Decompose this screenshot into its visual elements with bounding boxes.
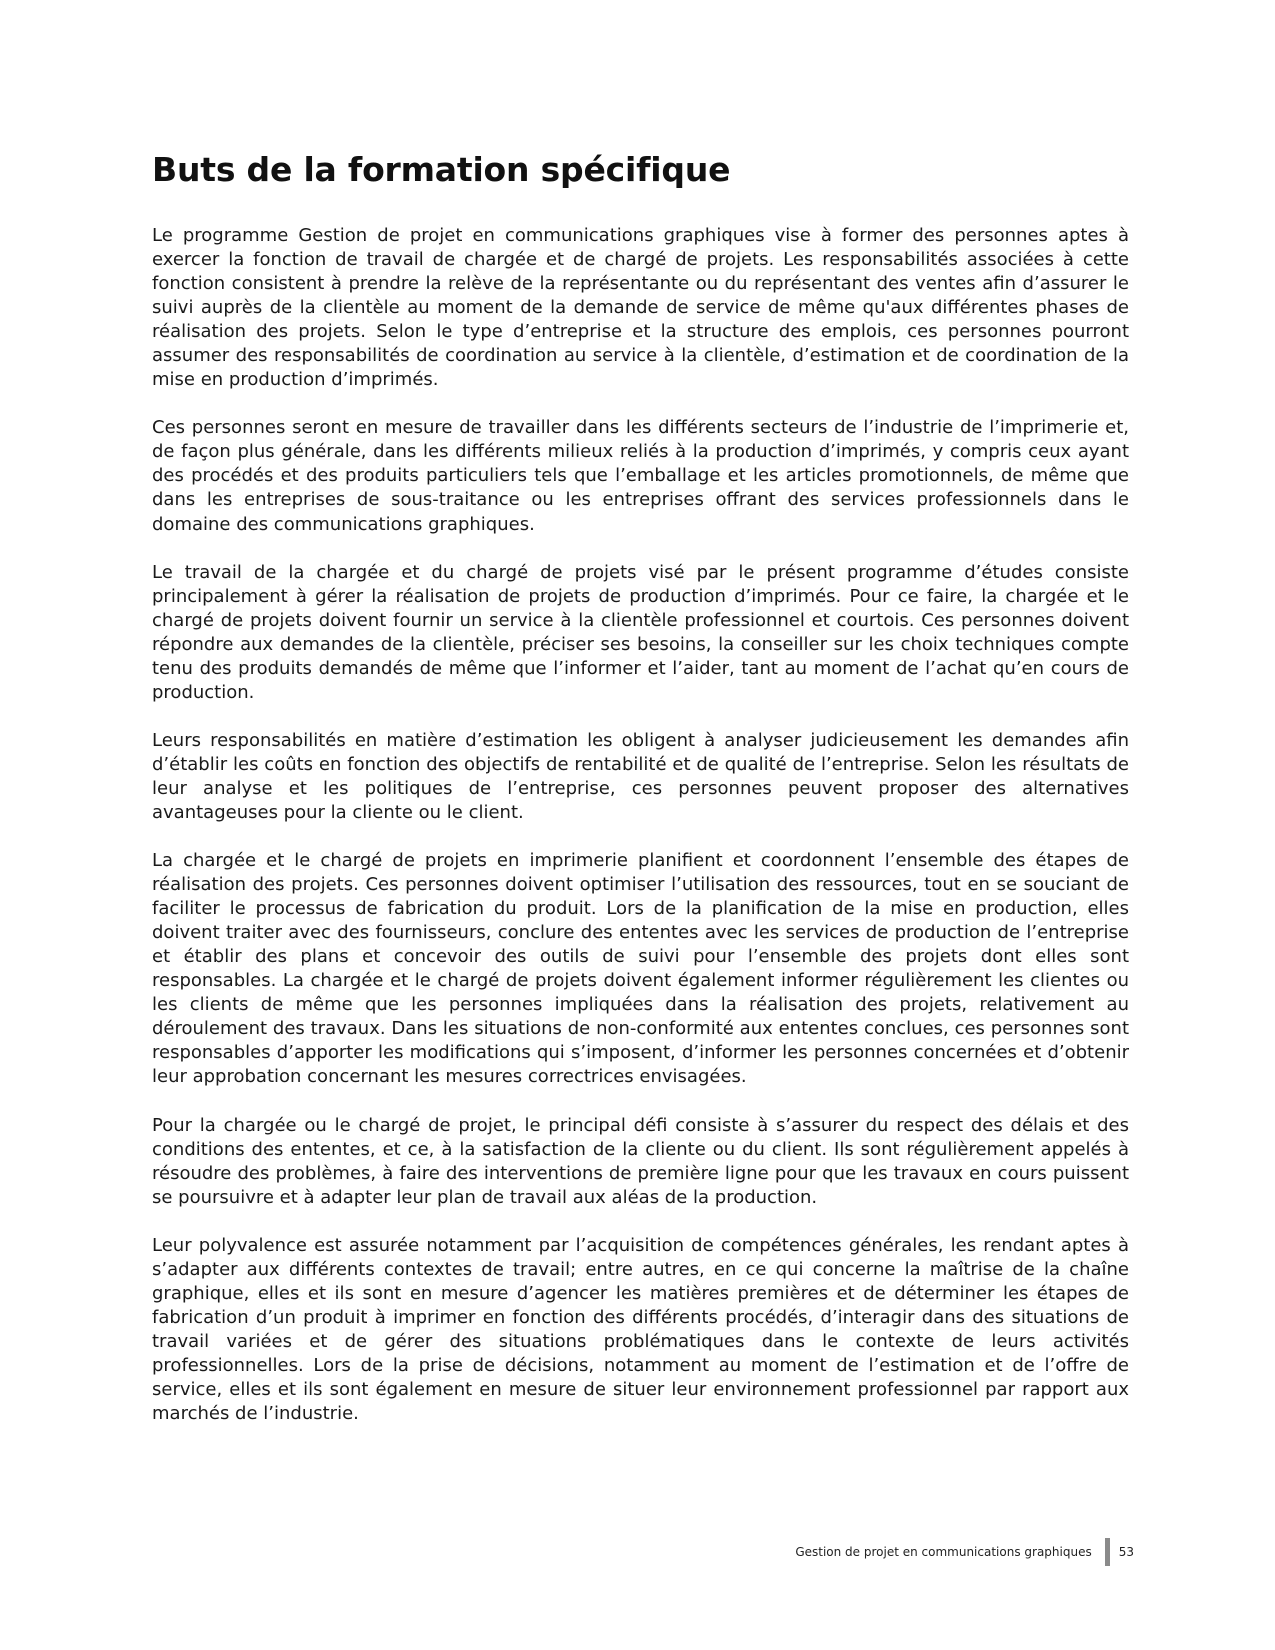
page-number: 53 [1118,1545,1134,1559]
paragraph-5: La chargée et le chargé de projets en imprimerie planifient et coordonnent l’ensemble des étapes de réalisation des projets. Ces personnes doivent optimiser l’utilisation des ressources, tout en se souciant de faciliter le processus de fabrication du produit. Lors de la planification de la mise en production, elles doivent traiter avec des fournisseurs, conclure des ententes avec les services de production de l’entreprise et établir des plans et concevoir des outils de suivi pour l’ensemble des projets dont elles sont responsables. La chargée et le chargé de projets doivent également informer régulièrement les clientes ou les clients de même que les personnes impliquées dans la réalisation des projets, relativement au déroulement des travaux. Dans les situations de non-conformité aux ententes conclues, ces personnes sont responsables d’apporter les modifications qui s’imposent, d’informer les personnes concernées et d’obtenir leur approbation concernant les mesures correctrices envisagées. [152,850,1129,1088]
paragraph-6: Pour la chargée ou le chargé de projet, le principal défi consiste à s’assurer du respect des délais et des conditions des ententes, et ce, à la satisfaction de la cliente ou du client. Ils sont régulièrement appelés à résoudre des problèmes, à faire des interventions de première ligne pour que les travaux en cours puissent se poursuivre et à adapter leur plan de travail aux aléas de la production. [152,1114,1129,1208]
paragraph-2: Ces personnes seront en mesure de travailler dans les différents secteurs de l’industrie de l’imprimerie et, de façon plus générale, dans les différents milieux reliés à la production d’imprimés, y compris ceux ayant des procédés et des produits particuliers tels que l’emballage et les articles promotionnels, de même que dans les entreprises de sous-traitance ou les entreprises offrant des services professionnels dans le domaine des communications graphiques. [152,417,1129,535]
footer-divider [1105,1538,1110,1566]
paragraph-7: Leur polyvalence est assurée notamment par l’acquisition de compétences générales, les rendant aptes à s’adapter aux différents contextes de travail; entre autres, en ce qui concerne la maîtrise de la chaîne graphique, elles et ils sont en mesure d’agencer les matières premières et de déterminer les étapes de fabrication d’un produit à imprimer en fonction des différents procédés, d’interagir dans des situations de travail variées et de gérer des situations problématiques dans le contexte de leurs activités professionnelles. Lors de la prise de décisions, notamment au moment de l’estimation et de l’offre de service, elles et ils sont également en mesure de situer leur environnement professionnel par rapport aux marchés de l’industrie. [152,1234,1129,1425]
paragraph-3: Le travail de la chargée et du chargé de projets visé par le présent programme d’études consiste principalement à gérer la réalisation de projets de production d’imprimés. Pour ce faire, la chargée et le chargé de projets doivent fournir un service à la clientèle professionnel et courtois. Ces personnes doivent répondre aux demandes de la clientèle, préciser ses besoins, la conseiller sur les choix techniques compte tenu des produits demandés de même que l’informer et l’aider, tant au moment de l’achat qu’en cours de production. [152,561,1129,703]
page-title: Buts de la formation spécifique [152,150,731,189]
paragraph-1: Le programme Gestion de projet en communications graphiques vise à former des personnes aptes à exercer la fonction de travail de chargée et de chargé de projets. Les responsabilités associées à cette fonction consistent à prendre la relève de la représentante ou du représentant des ventes afin d’assurer le suivi auprès de la clientèle au moment de la demande de service de même qu'aux différentes phases de réalisation des projets. Selon le type d’entreprise et la structure des emplois, ces personnes pourront assumer des responsabilités de coordination au service à la clientèle, d’estimation et de coordination de la mise en production d’imprimés. [152,225,1129,391]
page-footer [795,1538,1134,1566]
body-text [152,224,1129,1426]
footer-document-title: Gestion de projet en communications graphiques [795,1545,1092,1559]
paragraph-4: Leurs responsabilités en matière d’estimation les obligent à analyser judicieusement les demandes afin d’établir les coûts en fonction des objectifs de rentabilité et de qualité de l’entreprise. Selon les résultats de leur analyse et les politiques de l’entreprise, ces personnes peuvent proposer des alternatives avantageuses pour la cliente ou le client. [152,729,1129,823]
